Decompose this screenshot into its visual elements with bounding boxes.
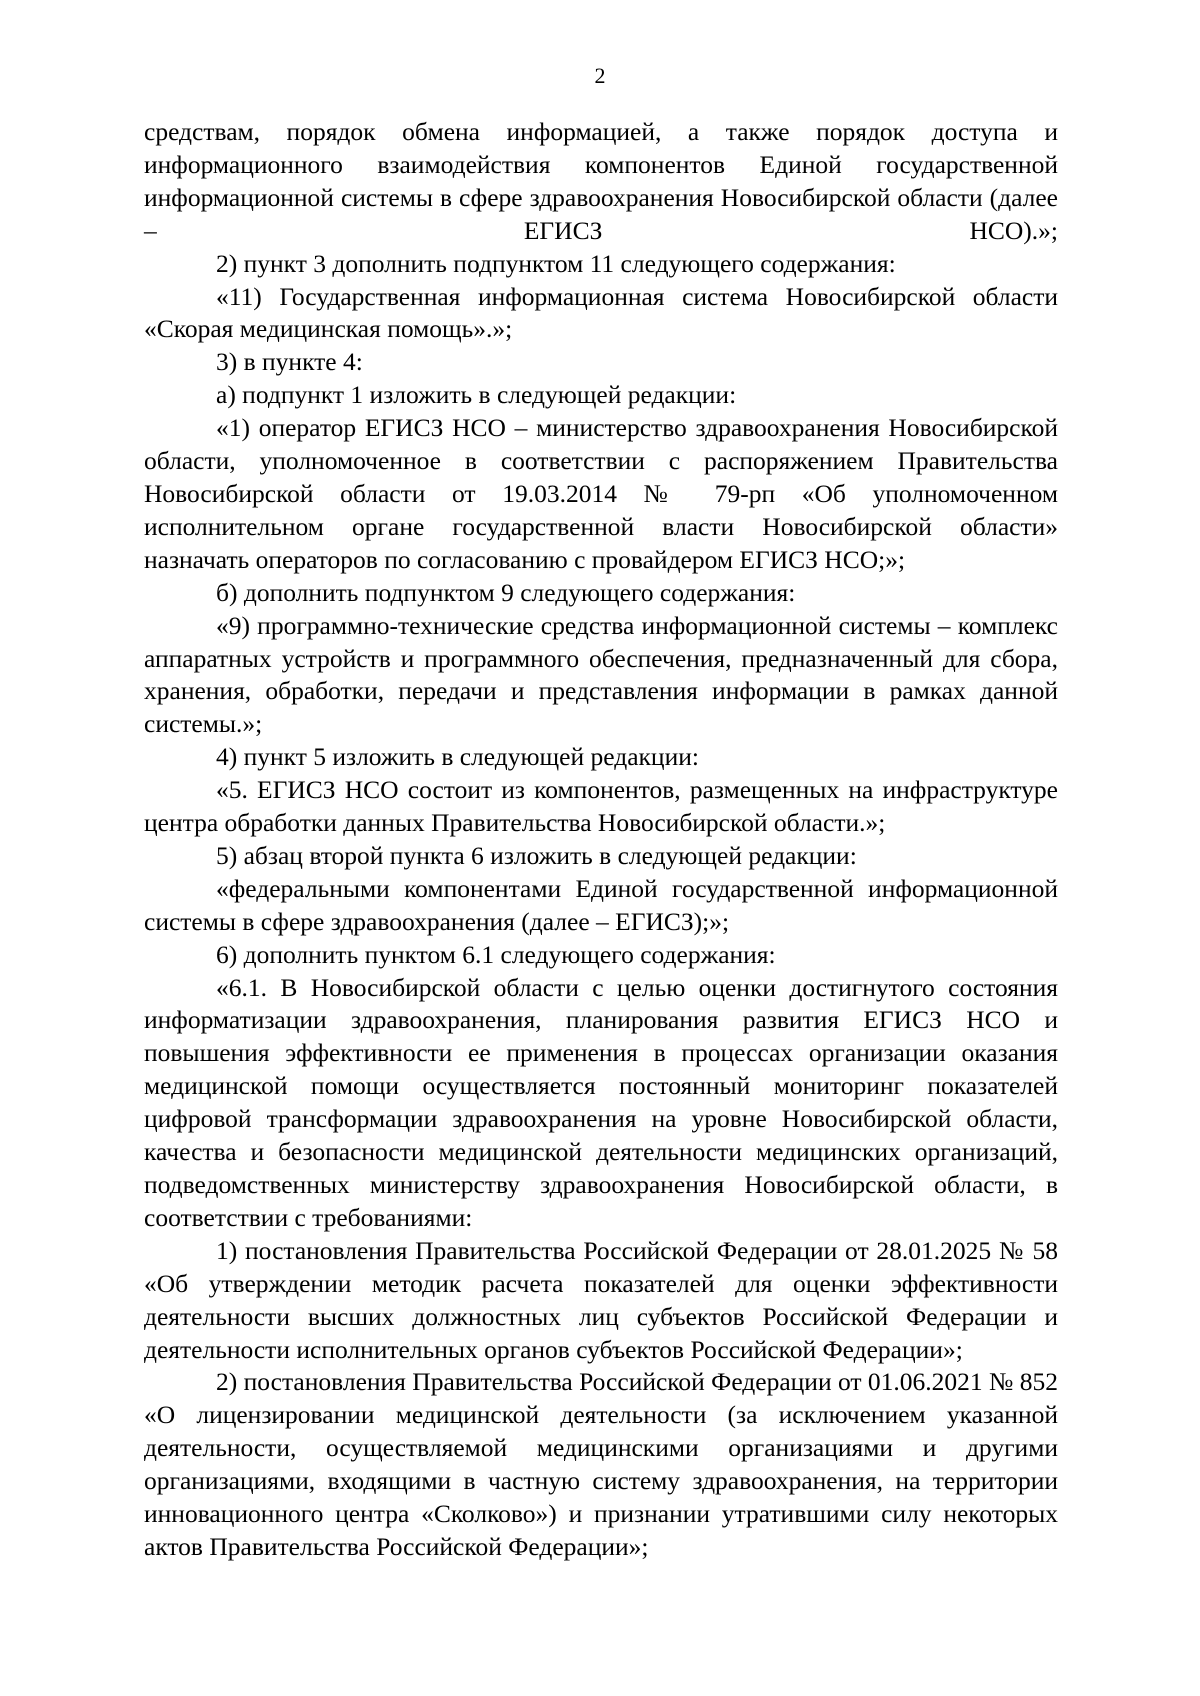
paragraph-quote-11: «11) Государственная информационная система Новосибирской области «Скорая медицинская помощь».»;	[144, 281, 1058, 344]
paragraph-quote-federal: «федеральными компонентами Единой государственной информационной системы в сфере здравоохранения (далее – ЕГИСЗ);»;	[144, 873, 1058, 936]
document-body	[144, 116, 1058, 1564]
page-number: 2	[594, 63, 606, 88]
paragraph-item-4: 4) пункт 5 изложить в следующей редакции:	[216, 742, 699, 772]
paragraph-item-5: 5) абзац второй пункта 6 изложить в следующей редакции:	[216, 840, 857, 870]
paragraph-item-3: 3) в пункте 4:	[216, 347, 363, 377]
paragraph-requirement-2: 2) постановления Правительства Российской Федерации от 01.06.2021 № 852 «О лицензировании медицинской деятельности (за исключением указанной деятельности, осуществляемой медицинскими организациями и другими организациями, входящими в частную систему здравоохранения, на территории инновационного центра «Сколково») и признании утратившими силу некоторых актов Правительства Российской Федерации»;	[144, 1367, 1058, 1561]
paragraph-quote-9: «9) программно-технические средства информационной системы – комплекс аппаратных устройств и программного обеспечения, предназначенный для сбора, хранения, обработки, передачи и представления информации в рамках данной системы.»;	[144, 610, 1058, 739]
paragraph-subitem-b: б) дополнить подпунктом 9 следующего содержания:	[216, 577, 796, 607]
paragraph-item-2: 2) пункт 3 дополнить подпунктом 11 следующего содержания:	[216, 248, 896, 278]
paragraph-item-6: 6) дополнить пунктом 6.1 следующего содержания:	[216, 939, 776, 969]
paragraph-continuation: средствам, порядок обмена информацией, а также порядок доступа и информационного взаимодействия компонентов Единой государственной информационной системы в сфере здравоохранения Новосибирской области (далее – ЕГИСЗ НСО).»;	[144, 117, 1058, 245]
paragraph-quote-1: «1) оператор ЕГИСЗ НСО – министерство здравоохранения Новосибирской области, уполномоченное в соответствии с распоряжением Правительства Новосибирской области от 19.03.2014 № 79-рп «Об уполномоченном исполнительном органе государственной власти Новосибирской области» назначать операторов по согласованию с провайдером ЕГИСЗ НСО;»;	[144, 413, 1058, 574]
paragraph-requirement-1: 1) постановления Правительства Российской Федерации от 28.01.2025 № 58 «Об утверждении методик расчета показателей для оценки эффективности деятельности высших должностных лиц субъектов Российской Федерации и деятельности исполнительных органов субъектов Российской Федерации»;	[144, 1235, 1058, 1364]
paragraph-quote-6-1: «6.1. В Новосибирской области с целью оценки достигнутого состояния информатизации здравоохранения, планирования развития ЕГИСЗ НСО и повышения эффективности ее применения в процессах организации оказания медицинской помощи осуществляется постоянный мониторинг показателей цифровой трансформации здравоохранения на уровне Новосибирской области, качества и безопасности медицинской деятельности медицинских организаций, подведомственных министерству здравоохранения Новосибирской области, в соответствии с требованиями:	[144, 972, 1058, 1232]
paragraph-subitem-a: а) подпункт 1 изложить в следующей редакции:	[216, 380, 737, 410]
paragraph-quote-5: «5. ЕГИСЗ НСО состоит из компонентов, размещенных на инфраструктуре центра обработки данных Правительства Новосибирской области.»;	[144, 775, 1058, 838]
